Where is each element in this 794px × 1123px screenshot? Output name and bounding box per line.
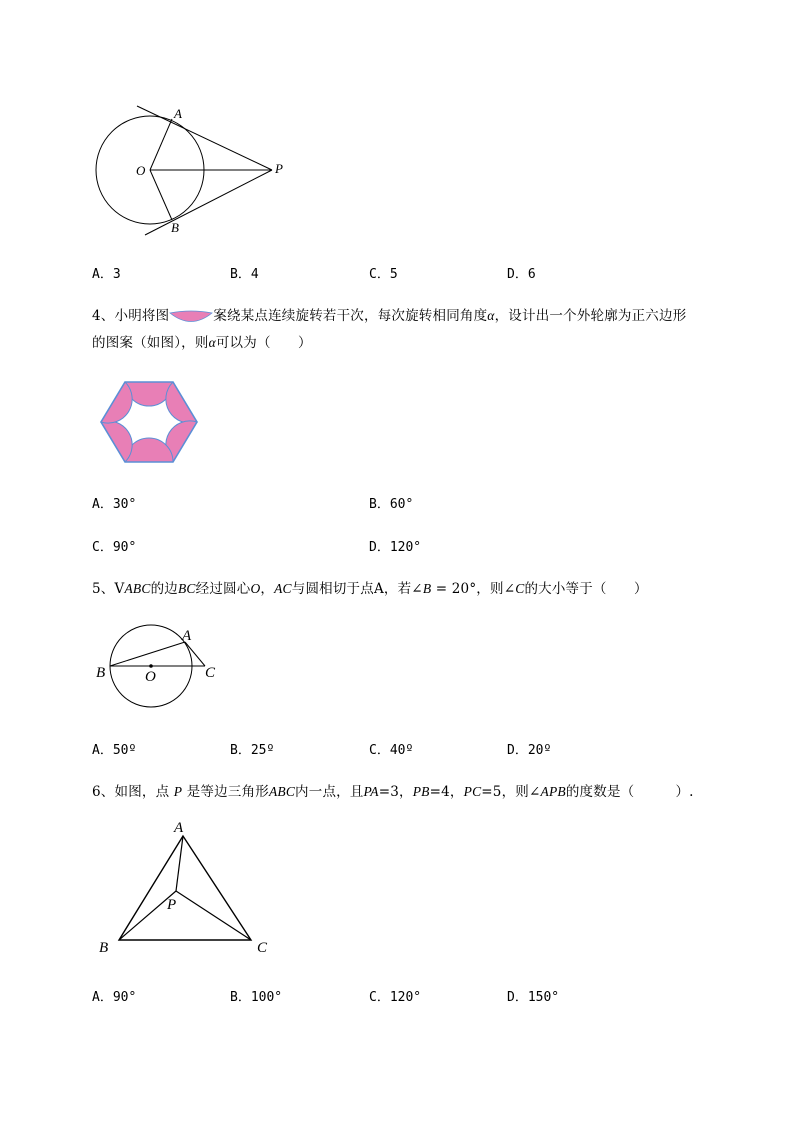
- q6-option-b[interactable]: B．100°: [230, 990, 283, 1005]
- q5-b: B: [422, 581, 432, 596]
- q4-text-part1: 4、小明将图: [92, 308, 170, 324]
- q5-text-1: 5、V: [92, 581, 125, 597]
- q6-label-a: A: [174, 820, 184, 836]
- q3-option-a[interactable]: A．3: [92, 267, 121, 282]
- q5-option-b[interactable]: B．25º: [230, 743, 275, 758]
- q4-option-a[interactable]: A．30°: [92, 497, 137, 512]
- q6-text-1: 6、如图，点: [92, 784, 174, 800]
- q5-label-b: B: [96, 665, 106, 681]
- q5-o: O: [250, 581, 261, 596]
- q5-text-5: 与圆相切于点A，若∠: [291, 581, 423, 597]
- q5-option-a[interactable]: A．50º: [92, 743, 137, 758]
- q4-text-part3: ，设计出一个外轮廓为正六边形: [494, 308, 687, 324]
- q5-text-2: 的边: [150, 581, 178, 597]
- q6-text-4: 的度数是（ ）.: [565, 784, 694, 800]
- q6-pb: PB: [412, 784, 430, 799]
- q4-text-part2: 案绕某点连续旋转若干次，每次旋转相同角度: [213, 308, 488, 324]
- q4-text-part5: 可以为（ ）: [215, 335, 312, 351]
- q5-label-o: O: [145, 669, 156, 685]
- q5-text-7: 的大小等于（ ）: [524, 581, 648, 597]
- q5-option-d[interactable]: D．20º: [507, 743, 552, 758]
- q4-alpha-symbol-2: α: [208, 335, 216, 350]
- q6-label-b: B: [99, 940, 109, 956]
- q5-c: C: [515, 581, 525, 596]
- q6-option-a[interactable]: A．90°: [92, 990, 137, 1005]
- q4-option-c[interactable]: C．90°: [92, 540, 137, 555]
- q6-p: P: [173, 784, 183, 799]
- q6-pc: PC: [463, 784, 482, 799]
- q5-ac: AC: [274, 581, 292, 596]
- q6-val-1: =3，: [378, 784, 413, 800]
- q6-option-c[interactable]: C．120°: [369, 990, 422, 1005]
- q5-label-c: C: [205, 665, 216, 681]
- q6-abc: ABC: [268, 784, 296, 799]
- q3-label-p: P: [275, 161, 283, 176]
- q3-label-b: B: [171, 220, 179, 235]
- q5-abc: ABC: [124, 581, 151, 596]
- q6-segment-pc: [176, 891, 251, 940]
- q6-option-d[interactable]: D．150°: [507, 990, 560, 1005]
- q3-label-o: O: [136, 163, 146, 178]
- q6-label-c: C: [257, 940, 268, 956]
- q6-text-3: 内一点，且: [295, 784, 364, 800]
- q6-val-3: =5，则∠: [481, 784, 541, 800]
- q3-option-d[interactable]: D．6: [507, 267, 536, 282]
- q3-option-b[interactable]: B．4: [230, 267, 259, 282]
- q4-alpha-symbol: α: [487, 308, 495, 323]
- q5-label-a: A: [182, 628, 192, 644]
- q5-text-6: ，则∠: [476, 581, 516, 597]
- q6-apb: APB: [540, 784, 566, 799]
- q3-option-c[interactable]: C．5: [369, 267, 398, 282]
- q5-option-c[interactable]: C．40º: [369, 743, 414, 758]
- q6-val-2: =4，: [429, 784, 464, 800]
- q5-bc: BC: [177, 581, 196, 596]
- q6-label-p: P: [167, 897, 177, 913]
- q4-option-b[interactable]: B．60°: [369, 497, 414, 512]
- q6-text-2: 是等边三角形: [182, 784, 269, 800]
- q5-eq: = 20°: [431, 581, 477, 597]
- q5-text-4: ，: [260, 581, 275, 597]
- q6-triangle-abc: [119, 836, 251, 940]
- q6-segment-pa: [176, 836, 183, 891]
- q3-label-a: A: [174, 106, 182, 121]
- q5-text-3: 经过圆心: [195, 581, 251, 597]
- q4-option-d[interactable]: D．120°: [369, 540, 422, 555]
- q4-text-part4: 的图案（如图），则: [92, 335, 209, 351]
- q6-pa: PA: [363, 784, 379, 799]
